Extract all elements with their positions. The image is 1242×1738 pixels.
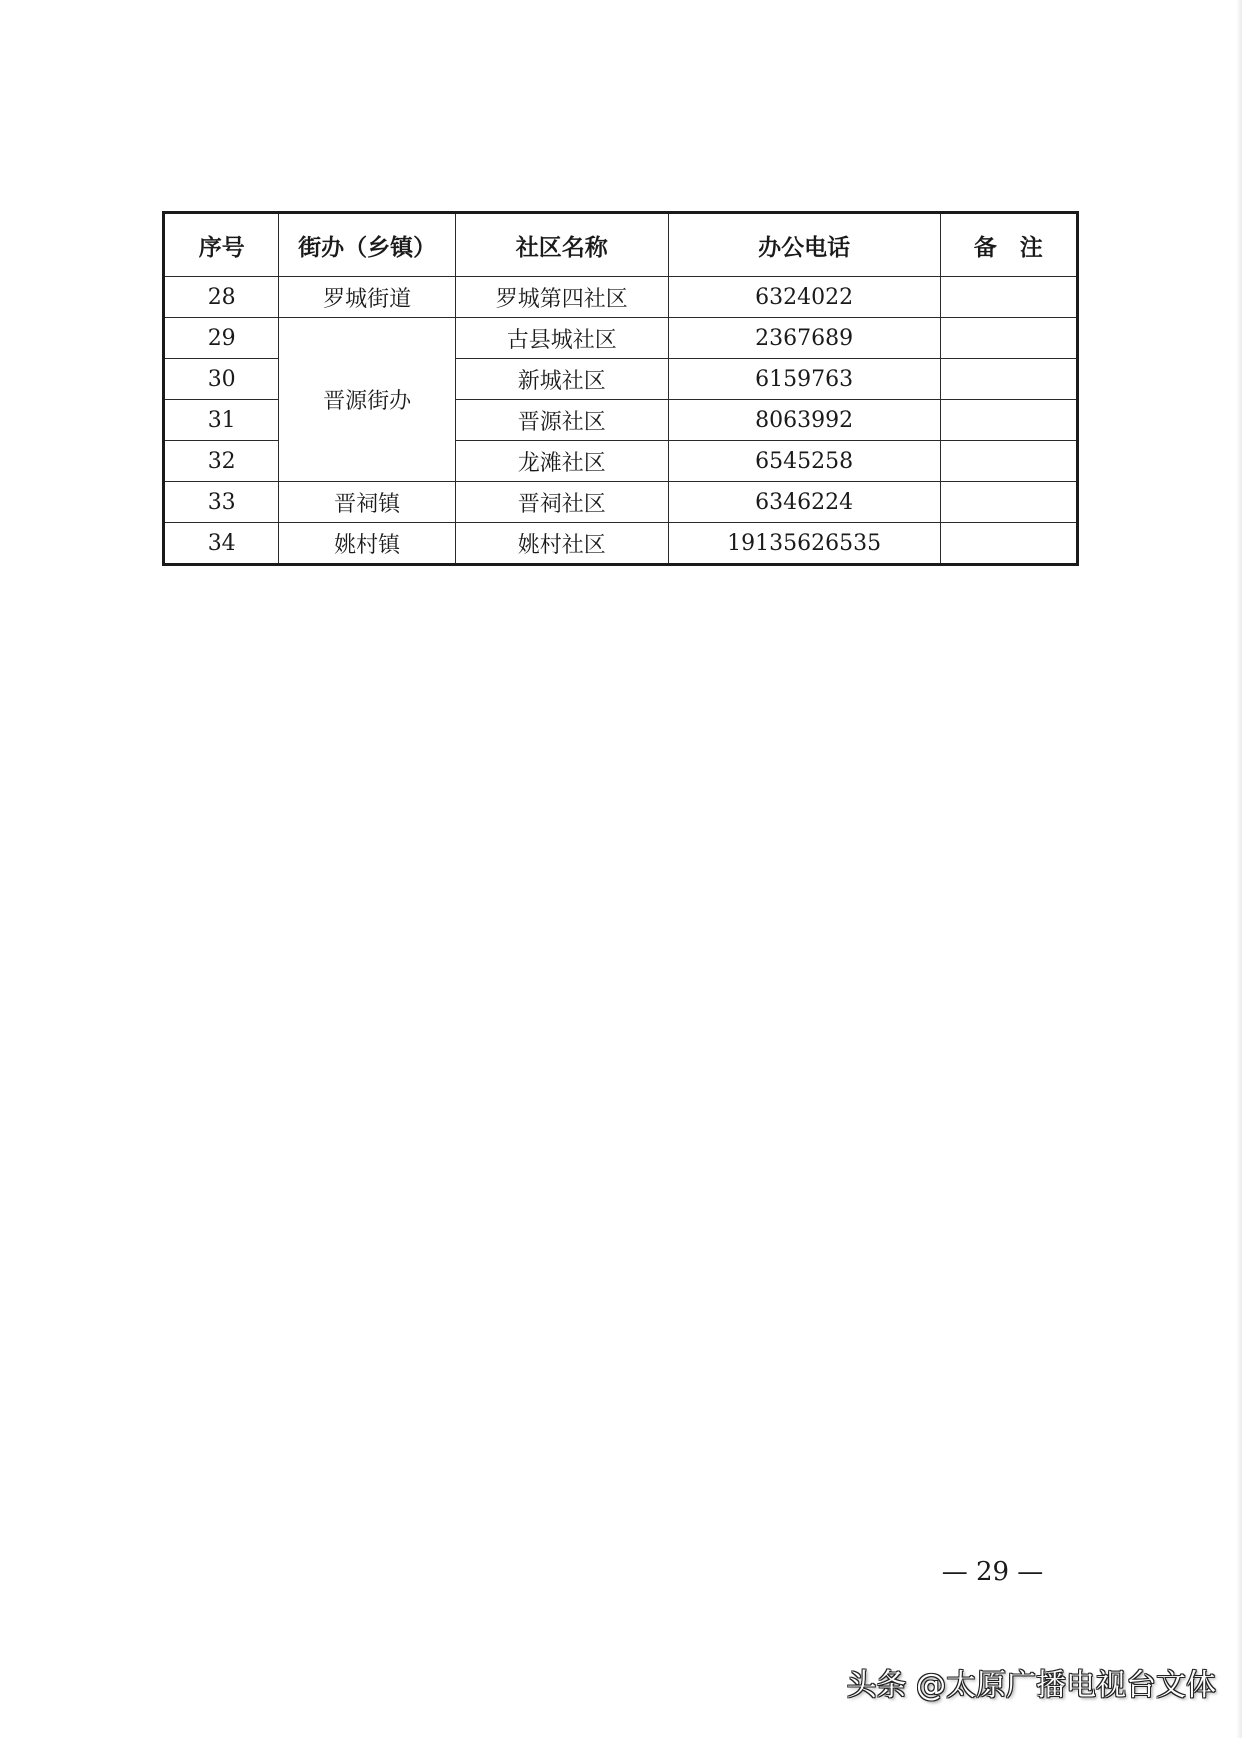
- cell-community-name: 古县城社区: [455, 318, 668, 359]
- cell-seq: 29: [164, 318, 279, 359]
- cell-seq: 30: [164, 359, 279, 400]
- cell-community-name: 龙滩社区: [455, 441, 668, 482]
- cell-phone: 8063992: [668, 400, 940, 441]
- cell-community-name: 新城社区: [455, 359, 668, 400]
- cell-seq: 34: [164, 523, 279, 565]
- cell-community-name: 罗城第四社区: [455, 277, 668, 318]
- cell-seq: 33: [164, 482, 279, 523]
- header-note: 备 注: [940, 213, 1077, 277]
- cell-note: [940, 359, 1077, 400]
- cell-phone: 6324022: [668, 277, 940, 318]
- cell-community-name: 晋源社区: [455, 400, 668, 441]
- cell-community-name: 晋祠社区: [455, 482, 668, 523]
- cell-note: [940, 482, 1077, 523]
- cell-seq: 28: [164, 277, 279, 318]
- page-number: — 29 —: [941, 1557, 1044, 1587]
- table-row: [164, 277, 1078, 318]
- page-edge: [1236, 0, 1242, 1738]
- cell-phone: 6545258: [668, 441, 940, 482]
- cell-street: 罗城街道: [279, 277, 456, 318]
- cell-seq: 31: [164, 400, 279, 441]
- cell-note: [940, 318, 1077, 359]
- table-header-row: [164, 213, 1078, 277]
- cell-street: 晋祠镇: [279, 482, 456, 523]
- header-seq: 序号: [164, 213, 279, 277]
- header-street: 街办（乡镇）: [279, 213, 456, 277]
- cell-phone: 6346224: [668, 482, 940, 523]
- cell-street: 姚村镇: [279, 523, 456, 565]
- cell-phone: 2367689: [668, 318, 940, 359]
- cell-note: [940, 400, 1077, 441]
- cell-note: [940, 441, 1077, 482]
- cell-community-name: 姚村社区: [455, 523, 668, 565]
- cell-seq: 32: [164, 441, 279, 482]
- header-office-phone: 办公电话: [668, 213, 940, 277]
- cell-phone: 19135626535: [668, 523, 940, 565]
- cell-street: 晋源街办: [279, 318, 456, 482]
- cell-note: [940, 523, 1077, 565]
- table-row: [164, 318, 1078, 359]
- header-community-name: 社区名称: [455, 213, 668, 277]
- cell-phone: 6159763: [668, 359, 940, 400]
- table-row: [164, 523, 1078, 565]
- community-contacts-table: [162, 211, 1079, 566]
- source-watermark: 头条 @太原广播电视台文体: [846, 1668, 1216, 1703]
- table-row: [164, 482, 1078, 523]
- cell-note: [940, 277, 1077, 318]
